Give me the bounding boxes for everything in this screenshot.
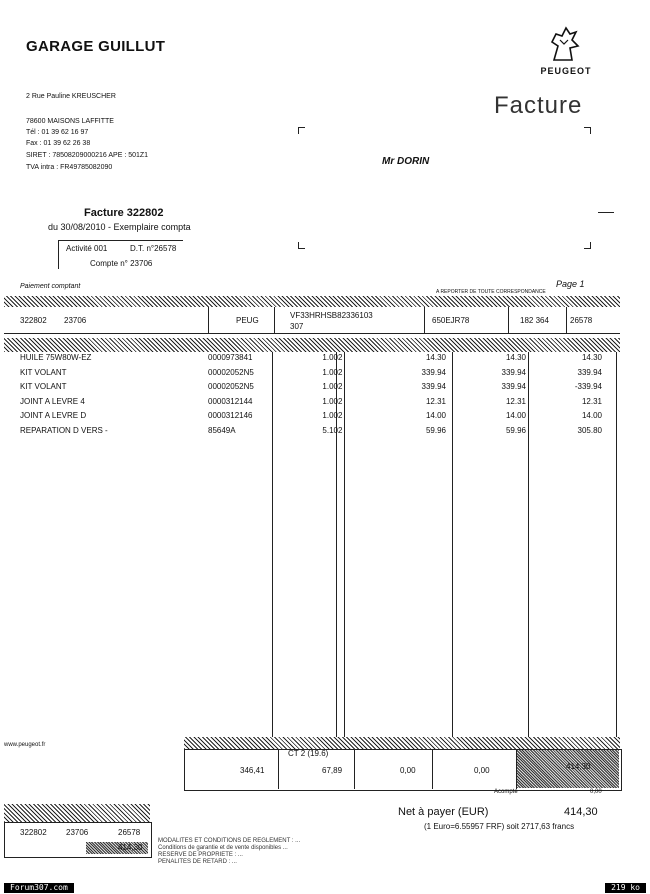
line-label: HUILE 75W80W-EZ [20, 353, 92, 362]
euro-conversion-note: (1 Euro=6.55957 FRF) soit 2717,63 francs [424, 822, 575, 831]
line-label: KIT VOLANT [20, 367, 67, 377]
vehicle-make: PEUG [236, 316, 259, 325]
line-total: 339.94 [501, 367, 526, 377]
line-qty: 5.10 [322, 425, 338, 435]
line-total: 339.94 [501, 382, 526, 391]
brand-name: PEUGEOT [540, 66, 592, 76]
line-ref: 0000312146 [208, 411, 253, 420]
doc-type-title: Facture [494, 92, 583, 119]
peugeot-logo [536, 24, 596, 80]
line-qty: 1.00 [322, 353, 338, 362]
header-note: A REPORTER DE TOUTE CORRESPONDANCE [436, 289, 546, 295]
line-tva: 2 [338, 396, 343, 406]
forum-watermark: Forum307.com [4, 883, 74, 893]
total-ht: 346,41 [240, 766, 265, 775]
line-unit: 339.94 [421, 367, 446, 377]
line-qty: 1.00 [322, 382, 338, 391]
line-total: 14.30 [505, 353, 526, 362]
vehicle-dt-no: 26578 [570, 316, 593, 325]
line-ttc: 14.00 [581, 411, 602, 420]
line-tva: 2 [338, 411, 343, 420]
website-text: www.peugeot.fr [4, 742, 46, 748]
line-label: KIT VOLANT [20, 382, 67, 391]
line-unit: 14.30 [425, 353, 446, 362]
address-line-1: 2 Rue Pauline KREUSCHER [26, 93, 116, 100]
dt-label: D.T. n°26578 [130, 244, 177, 253]
acompte-value: 0,00 [590, 789, 602, 795]
vehicle-plate: 650EJR78 [432, 316, 470, 325]
line-tva: 2 [338, 425, 343, 435]
line-ttc: 12.31 [581, 396, 602, 406]
legal-line: MODALITES ET CONDITIONS DE REGLEMENT : ... [158, 838, 301, 844]
table-row [0, 368, 650, 382]
window-corner [298, 127, 305, 134]
line-label: JOINT A LEVRE D [20, 411, 87, 420]
vehicle-model: 307 [290, 322, 304, 331]
line-total: 59.96 [505, 425, 526, 435]
divider [598, 212, 614, 213]
legal-text [158, 838, 618, 866]
line-unit: 12.31 [425, 396, 446, 406]
address-line-2: 78600 MAISONS LAFFITTE [26, 118, 114, 125]
window-corner [584, 242, 591, 249]
line-qty: 1.00 [322, 411, 338, 420]
account-label: Compte n° 23706 [90, 259, 153, 268]
forum-bar [0, 882, 650, 894]
stub-invoice-no: 322802 [20, 828, 47, 837]
company-name: GARAGE GUILLUT [26, 38, 166, 55]
vehicle-client-no: 23706 [64, 316, 87, 325]
address-line-6: TVA intra : FR49785082090 [26, 164, 113, 171]
line-unit: 59.96 [425, 425, 446, 435]
line-ttc: 14.30 [581, 353, 602, 362]
legal-line: Conditions de garantie et de vente disponibles ... [158, 845, 288, 851]
line-label: JOINT A LEVRE 4 [20, 396, 85, 406]
vehicle-header-band [4, 296, 620, 307]
table-row [0, 382, 650, 396]
activity-label: Activité 001 [66, 244, 108, 253]
line-qty: 1.00 [322, 396, 338, 406]
legal-line: PENALITES DE RETARD : ... [158, 859, 237, 865]
payment-terms: Paiement comptant [20, 283, 81, 290]
address-line-5: SIRET : 78508209000216 APE : 501Z1 [26, 152, 149, 159]
vehicle-vin: VF33HRHSB82336103 [290, 311, 373, 320]
table-row [0, 411, 650, 425]
line-ref: 00002052N5 [208, 382, 254, 391]
stub-dt-no: 26578 [118, 828, 141, 837]
legal-line: RESERVE DE PROPRIETE : ... [158, 852, 243, 858]
line-tva: 2 [338, 353, 343, 362]
line-ttc: -339.94 [574, 382, 602, 391]
line-ref: 00002052N5 [208, 367, 254, 377]
customer-name: Mr DORIN [382, 156, 430, 167]
window-corner [584, 127, 591, 134]
address-line-4: Fax : 01 39 62 26 38 [26, 140, 91, 147]
table-row [0, 353, 650, 367]
stub-client-no: 23706 [66, 828, 89, 837]
invoice-subtitle: du 30/08/2010 - Exemplaire compta [48, 222, 191, 232]
line-ttc: 339.94 [577, 367, 602, 377]
lion-icon [544, 24, 584, 64]
totals-header-band [184, 737, 620, 749]
line-tva: 2 [338, 382, 343, 391]
line-total: 14.00 [505, 411, 526, 420]
vehicle-invoice-no: 322802 [20, 316, 47, 325]
total-v2: 0,00 [474, 766, 490, 775]
tva-code: CT 2 (19.6) [288, 749, 329, 758]
line-ref: 85649A [208, 425, 236, 435]
file-size-badge: 219 ko [605, 883, 646, 893]
net-payable-label: Net à payer (EUR) [398, 806, 489, 818]
table-row [0, 426, 650, 440]
stub-header-band [4, 804, 150, 822]
vehicle-km: 182 364 [520, 316, 549, 325]
line-ref: 0000312144 [208, 396, 253, 406]
line-label: REPARATION D VERS - [20, 425, 108, 435]
scan-mark [628, 270, 650, 670]
line-unit: 14.00 [425, 411, 446, 420]
line-tva: 2 [338, 367, 343, 377]
line-ttc: 305.80 [577, 425, 602, 435]
stub-amount: 414,30 [118, 843, 143, 852]
total-ttc: 414,30 [566, 762, 591, 771]
line-ref: 0000973841 [208, 353, 253, 362]
total-tva: 67,89 [322, 766, 343, 775]
invoice-title: Facture 322802 [84, 207, 164, 219]
line-unit: 339.94 [421, 382, 446, 391]
lines-header-band [4, 338, 620, 352]
window-corner [298, 242, 305, 249]
net-payable-value: 414,30 [564, 806, 598, 818]
total-v1: 0,00 [400, 766, 416, 775]
acompte-label: Acompte [494, 789, 518, 795]
address-line-3: Tél : 01 39 62 16 97 [26, 129, 89, 136]
table-row [0, 397, 650, 411]
line-total: 12.31 [505, 396, 526, 406]
line-qty: 1.00 [322, 367, 338, 377]
page-number: Page 1 [556, 279, 585, 289]
